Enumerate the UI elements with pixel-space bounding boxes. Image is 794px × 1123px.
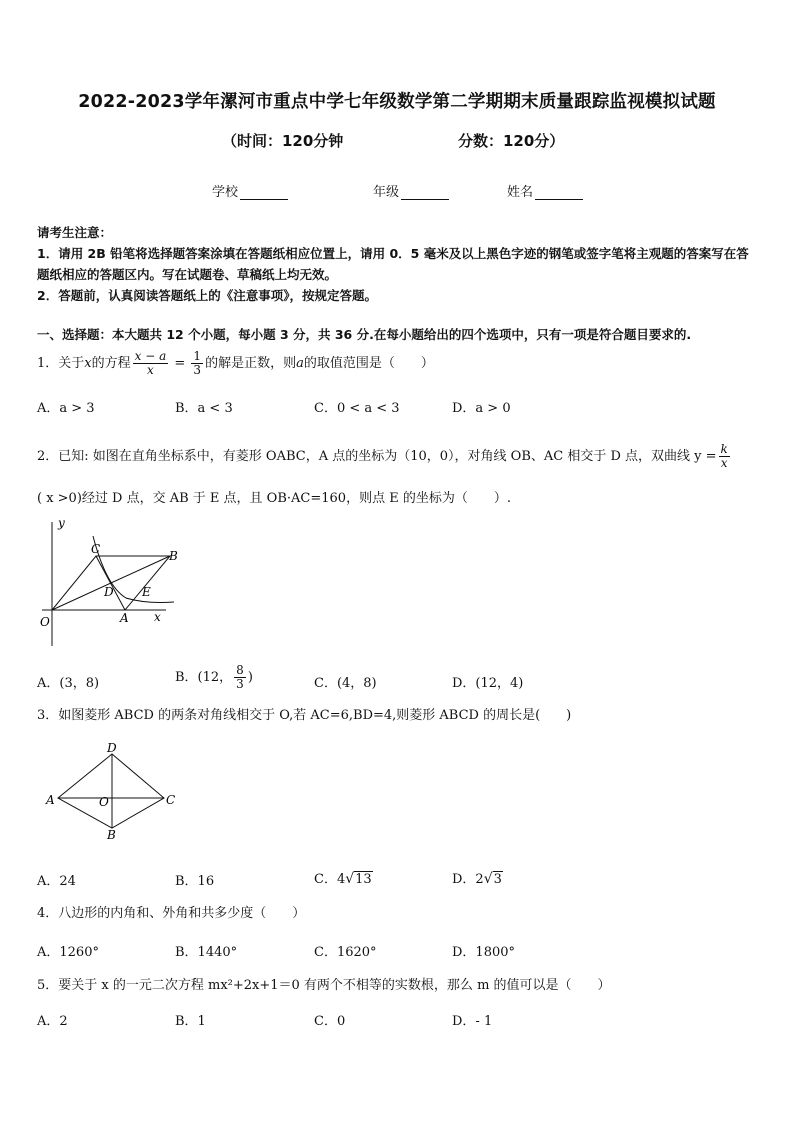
q5-option-c: C．0 [314,1014,346,1029]
notice-heading: 请考生注意： [37,225,113,240]
q2-rhombus-diagram [36,516,176,651]
question-4: 4．八边形的内角和、外角和共多少度（ ） [37,906,306,921]
rhombus-abcd [58,754,164,828]
q1-option-a: A．a > 3 [37,401,95,416]
notice-item-1: 1．请用 2B 铅笔将选择题答案涂填在答题纸相应位置上，请用 0．5 毫米及以上黑色字迹的钢笔或签字笔将主观题的答案写在答题纸相应的答题区内。写在试题卷、草稿纸上均无效。 [37,246,749,282]
question-1: 1．关于x的方程 $\frac{x - a}{x}$ = $\frac{1}{3}$ 的解是正数，则a的取值范围是（ ） [37,349,434,377]
label-x: x [154,610,161,624]
q1-option-c: C．0 < a < 3 [314,401,400,416]
label-a: A [120,611,129,625]
label-d: D [104,585,114,599]
page-title: 2022-2023学年漯河市重点中学七年级数学第二学期期末质量跟踪监视模拟试题 [78,92,716,112]
question-5: 5．要关于 x 的一元二次方程 mx²+2x+1＝0 有两个不相等的实数根，那么 m 的值可以是（ ） [37,978,611,993]
label-c: C [91,542,101,556]
q5-option-d: D．- 1 [452,1014,493,1029]
label-b: B [169,549,178,563]
label-o: O [40,615,50,629]
question-2-line-1: 2．已知: 如图在直角坐标系中，有菱形 OABC，A 点的坐标为（10，0），对角线 OB、AC 相交于 D 点，双曲线 y = $\frac{k}{x}$ [37,442,728,470]
q2-option-d: D．(12，4) [452,676,524,691]
q3-rhombus-diagram [44,740,184,840]
q5-option-a: A．2 [37,1014,68,1029]
q4-option-b: B．1440° [175,945,238,960]
label-d: D [107,741,117,755]
notice-block [37,222,759,306]
q2-option-b: B．(12， $\frac{8}{3}$ ) [175,663,253,691]
q4-option-c: C．1620° [314,945,377,960]
q3-option-c: C．4√13 [314,871,372,887]
q1-option-b: B．a < 3 [175,401,233,416]
question-3: 3．如图菱形 ABCD 的两条对角线相交于 O,若 AC=6,BD=4,则菱形 ABCD 的周长是( ) [37,708,572,723]
q3-option-a: A．24 [37,874,76,889]
q3-option-d: D．2√3 [452,871,502,887]
exam-time: （时间：120分钟 [222,132,344,150]
label-e: E [142,585,151,599]
section-heading: 一、选择题：本大题共 12 个小题，每小题 3 分，共 36 分.在每小题给出的四个选项中，只有一项是符合题目要求的. [37,327,692,342]
q5-option-b: B．1 [175,1014,206,1029]
diagonal-ac [96,556,125,610]
q3-option-b: B．16 [175,874,215,889]
label-o: O [99,795,109,809]
q2-option-c: C．(4，8) [314,676,377,691]
name-field: 姓名 [507,181,583,200]
q2-option-a: A．(3，8) [37,676,100,691]
label-b: B [107,828,116,842]
exam-score: 分数：120分） [458,132,565,150]
label-a: A [46,793,55,807]
label-y: y [58,516,65,530]
q4-option-d: D．1800° [452,945,516,960]
question-2-line-2: ( x >0)经过 D 点，交 AB 于 E 点，且 OB·AC=160，则点 E 的坐标为（ ）. [37,491,511,506]
q2-hyperbola-fraction: $\frac{k}{x}$ [720,442,728,470]
grade-field: 年级 [373,181,449,200]
q1-lhs-fraction: $\frac{x - a}{x}$ [134,349,167,377]
q1-rhs-fraction: $\frac{1}{3}$ [193,349,202,377]
notice-item-2: 2．答题前，认真阅读答题纸上的《注意事项》，按规定答题。 [37,288,377,303]
q4-option-a: A．1260° [37,945,99,960]
school-field: 学校 [212,181,288,200]
q1-option-d: D．a > 0 [452,401,511,416]
label-c: C [166,793,176,807]
